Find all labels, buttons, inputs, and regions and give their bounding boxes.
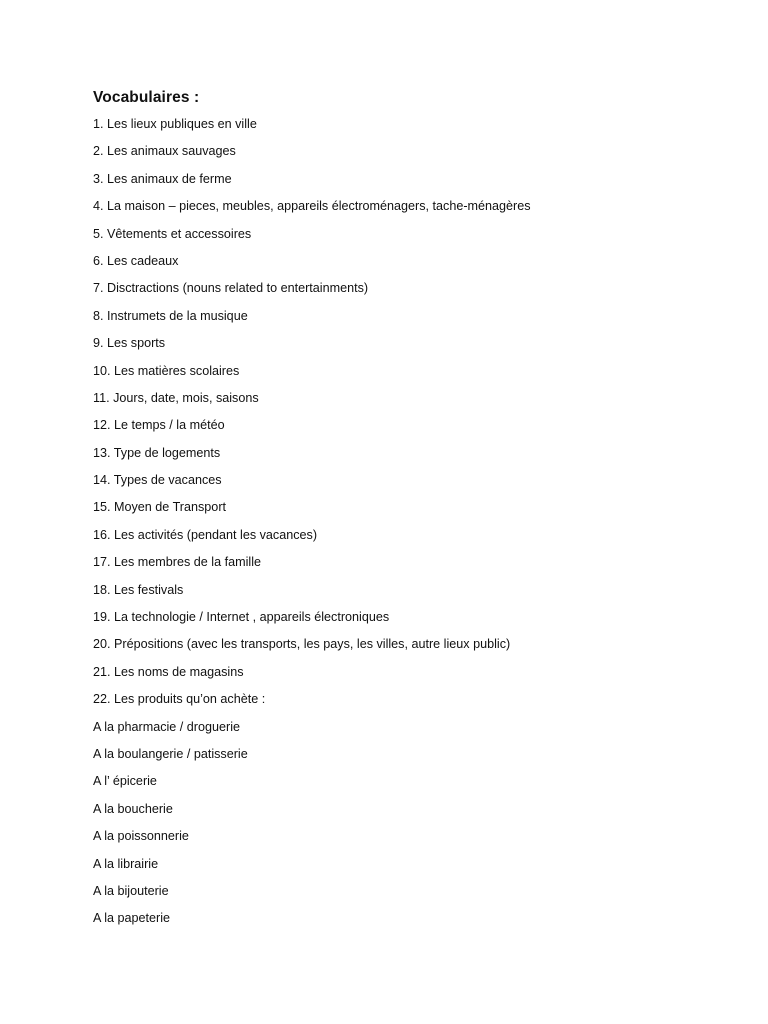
sub-list-item: A la papeterie: [93, 911, 171, 926]
list-item: 5. Vêtements et accessoires: [93, 226, 252, 241]
sub-list-item: A la bijouterie: [93, 883, 169, 898]
list-item: 16. Les activités (pendant les vacances): [93, 527, 318, 542]
list-item: 1. Les lieux publiques en ville: [93, 117, 257, 131]
list-item: 12. Le temps / la météo: [93, 418, 225, 433]
list-item: 4. La maison – pieces, meubles, appareils électroménagers, tache-ménagères: [93, 199, 531, 214]
list-item: 15. Moyen de Transport: [93, 500, 227, 515]
list-item: 2. Les animaux sauvages: [93, 144, 236, 159]
list-item: 22. Les produits qu’on achète :: [93, 692, 266, 707]
document-title: Vocabulaires :: [93, 89, 200, 106]
list-item: 17. Les membres de la famille: [93, 555, 261, 570]
sub-list-item: A la poissonnerie: [93, 829, 189, 844]
list-item: 18. Les festivals: [93, 582, 184, 597]
list-item: 19. La technologie / Internet , appareils électroniques: [93, 610, 390, 625]
list-item: 20. Prépositions (avec les transports, les pays, les villes, autre lieux public): [93, 637, 511, 652]
list-item: 21. Les noms de magasins: [93, 664, 244, 679]
list-item: 13. Type de logements: [93, 445, 221, 460]
list-item: 3. Les animaux de ferme: [93, 171, 232, 186]
vocabulary-list: [93, 116, 733, 927]
list-item: 9. Les sports: [93, 336, 166, 351]
list-item: 8. Instrumets de la musique: [93, 308, 248, 323]
list-item: 10. Les matières scolaires: [93, 363, 240, 378]
list-item: 14. Types de vacances: [93, 473, 222, 488]
list-item: 11. Jours, date, mois, saisons: [93, 390, 259, 405]
sub-list-item: A l’ épicerie: [93, 774, 157, 789]
sub-list-item: A la boucherie: [93, 801, 173, 816]
document-page: [93, 88, 733, 938]
sub-list-item: A la librairie: [93, 856, 159, 871]
list-item: 7. Disctractions (nouns related to entertainments): [93, 281, 369, 296]
list-item: 6. Les cadeaux: [93, 253, 179, 268]
sub-list-item: A la pharmacie / droguerie: [93, 719, 241, 734]
sub-list-item: A la boulangerie / patisserie: [93, 746, 248, 761]
